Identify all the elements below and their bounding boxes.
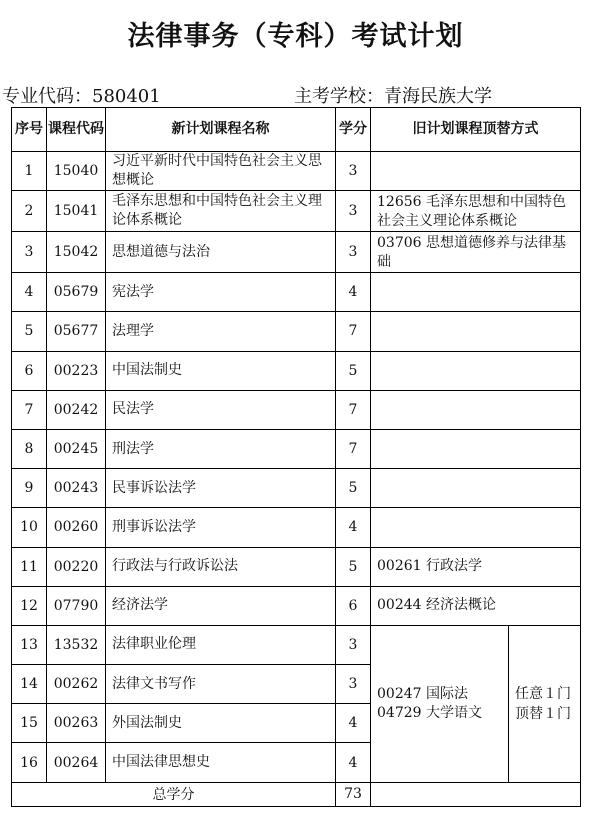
cell-code: 00242: [47, 390, 106, 429]
cell-name: 习近平新时代中国特色社会主义思想概论: [106, 152, 336, 191]
school-value: 青海民族大学: [384, 86, 492, 107]
header-name: 新计划课程名称: [106, 108, 336, 152]
group-replacement-courses: [371, 625, 509, 782]
group-course-1: 00247 国际法: [377, 685, 468, 702]
cell-name: 行政法与行政诉讼法: [106, 547, 336, 586]
major-code-label: 专业代码：: [2, 86, 92, 107]
cell-name: 法律职业伦理: [106, 625, 336, 664]
table-row: [12, 232, 581, 273]
cell-code: 00245: [47, 429, 106, 468]
cell-code: 15042: [47, 232, 106, 273]
table-row: [12, 312, 581, 351]
cell-code: 00220: [47, 547, 106, 586]
table-row: [12, 390, 581, 429]
table-row: [12, 191, 581, 232]
cell-seq: 4: [12, 273, 47, 312]
cell-code: 00223: [47, 351, 106, 390]
cell-credit: 4: [336, 273, 371, 312]
cell-credit: 3: [336, 152, 371, 191]
exam-school: [294, 82, 492, 108]
cell-code: 00262: [47, 665, 106, 704]
table-row: [12, 273, 581, 312]
table-row: [12, 351, 581, 390]
total-credits: 73: [336, 782, 371, 806]
header-code: 课程代码: [47, 108, 106, 152]
school-label: 主考学校：: [294, 86, 384, 107]
cell-name: 中国法制史: [106, 351, 336, 390]
cell-credit: 5: [336, 351, 371, 390]
cell-old: [371, 351, 581, 390]
cell-name: 法理学: [106, 312, 336, 351]
cell-credit: 6: [336, 586, 371, 625]
total-label: 总学分: [12, 782, 336, 806]
cell-credit: 4: [336, 704, 371, 743]
cell-old: 00244 经济法概论: [371, 586, 581, 625]
cell-name: 中国法律思想史: [106, 743, 336, 782]
header-seq: 序号: [12, 108, 47, 152]
cell-old: [371, 152, 581, 191]
cell-seq: 7: [12, 390, 47, 429]
cell-credit: 7: [336, 312, 371, 351]
cell-seq: 9: [12, 469, 47, 508]
cell-code: 00260: [47, 508, 106, 547]
cell-seq: 15: [12, 704, 47, 743]
cell-name: 刑法学: [106, 429, 336, 468]
cell-name: 刑事诉讼法学: [106, 508, 336, 547]
cell-credit: 3: [336, 665, 371, 704]
group-course-2: 04729 大学语文: [377, 704, 482, 721]
table-row: [12, 469, 581, 508]
cell-code: 05677: [47, 312, 106, 351]
cell-seq: 16: [12, 743, 47, 782]
cell-seq: 12: [12, 586, 47, 625]
cell-seq: 3: [12, 232, 47, 273]
cell-credit: 5: [336, 469, 371, 508]
header-meta: [0, 82, 591, 106]
cell-credit: 7: [336, 390, 371, 429]
cell-code: 15040: [47, 152, 106, 191]
group-replacement-note: 任意１门顶替１门: [509, 625, 581, 782]
cell-name: 民事诉讼法学: [106, 469, 336, 508]
total-row: [12, 782, 581, 806]
exam-plan-table: [11, 107, 581, 807]
cell-seq: 8: [12, 429, 47, 468]
cell-seq: 6: [12, 351, 47, 390]
cell-credit: 3: [336, 191, 371, 232]
cell-old: [371, 469, 581, 508]
major-code: [2, 82, 161, 108]
cell-seq: 5: [12, 312, 47, 351]
cell-credit: 3: [336, 625, 371, 664]
cell-code: 15041: [47, 191, 106, 232]
cell-code: 00263: [47, 704, 106, 743]
cell-old: [371, 429, 581, 468]
table-row: [12, 547, 581, 586]
cell-code: 13532: [47, 625, 106, 664]
table-row: [12, 152, 581, 191]
cell-old: [371, 390, 581, 429]
cell-name: 思想道德与法治: [106, 232, 336, 273]
cell-seq: 11: [12, 547, 47, 586]
cell-code: 05679: [47, 273, 106, 312]
cell-old: 12656 毛泽东思想和中国特色社会主义理论体系概论: [371, 191, 581, 232]
cell-credit: 4: [336, 508, 371, 547]
table-row: [12, 586, 581, 625]
cell-credit: 5: [336, 547, 371, 586]
cell-name: 经济法学: [106, 586, 336, 625]
cell-old: [371, 508, 581, 547]
cell-code: 07790: [47, 586, 106, 625]
header-old: 旧计划课程顶替方式: [371, 108, 581, 152]
cell-seq: 14: [12, 665, 47, 704]
cell-code: 00264: [47, 743, 106, 782]
cell-name: 宪法学: [106, 273, 336, 312]
total-empty-cell: [371, 782, 581, 806]
table-row: [12, 508, 581, 547]
table-row: [12, 625, 581, 664]
cell-name: 民法学: [106, 390, 336, 429]
cell-seq: 2: [12, 191, 47, 232]
cell-name: 外国法制史: [106, 704, 336, 743]
cell-code: 00243: [47, 469, 106, 508]
cell-old: 00261 行政法学: [371, 547, 581, 586]
major-code-value: 580401: [92, 86, 161, 107]
table-row: [12, 429, 581, 468]
page-title: 法律事务（专科）考试计划: [127, 21, 464, 52]
cell-seq: 1: [12, 152, 47, 191]
cell-credit: 4: [336, 743, 371, 782]
cell-seq: 10: [12, 508, 47, 547]
cell-old: [371, 312, 581, 351]
header-credit: 学分: [336, 108, 371, 152]
cell-seq: 13: [12, 625, 47, 664]
cell-name: 法律文书写作: [106, 665, 336, 704]
cell-credit: 7: [336, 429, 371, 468]
table-header-row: [12, 108, 581, 152]
cell-credit: 3: [336, 232, 371, 273]
cell-name: 毛泽东思想和中国特色社会主义理论体系概论: [106, 191, 336, 232]
cell-old: 03706 思想道德修养与法律基础: [371, 232, 581, 273]
cell-old: [371, 273, 581, 312]
